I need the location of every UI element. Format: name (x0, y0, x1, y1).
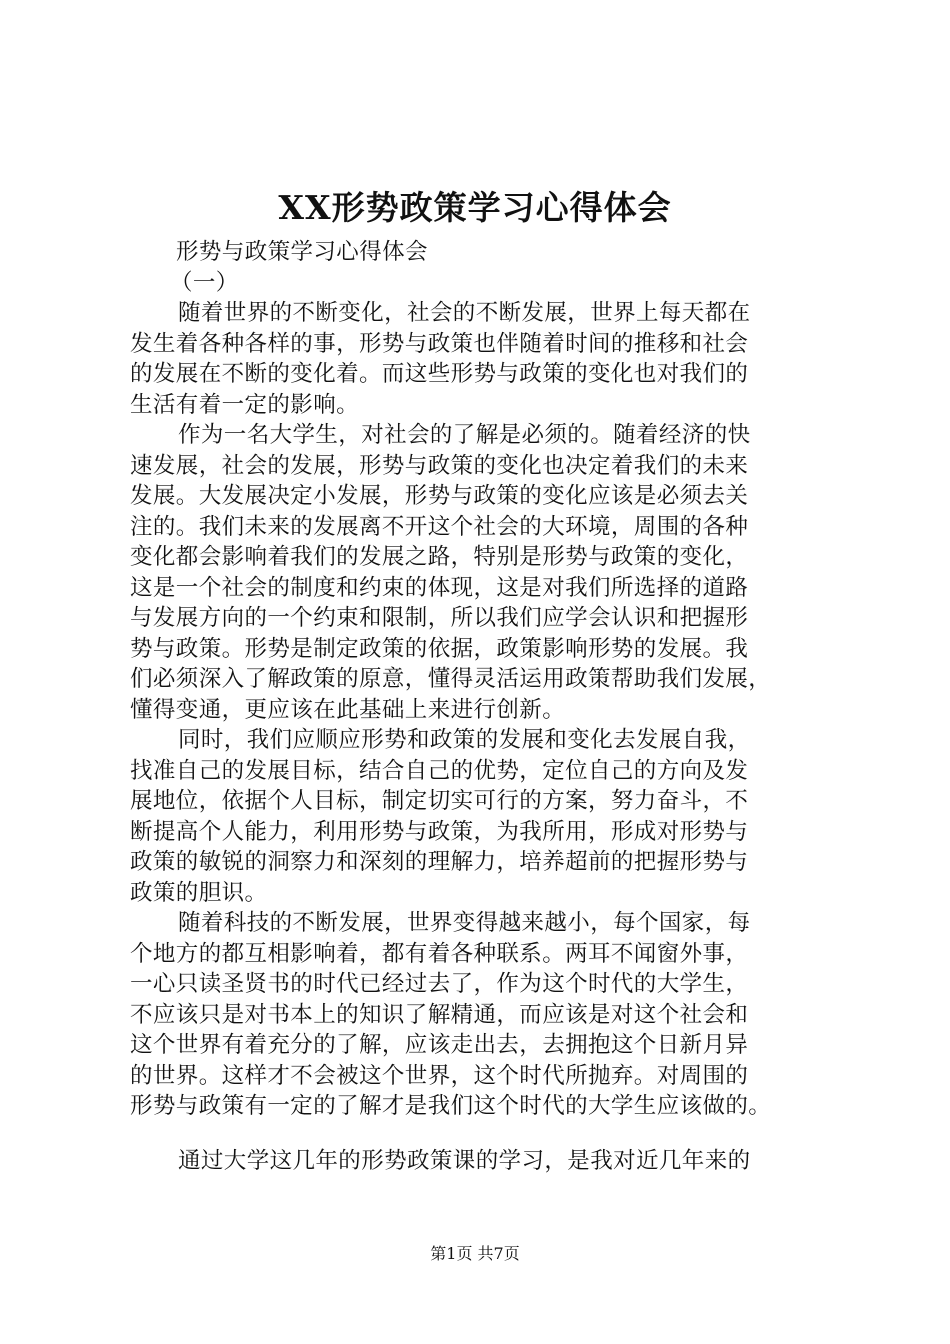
paragraph-line: 速发展，社会的发展，形势与政策的变化也决定着我们的未来 (130, 452, 749, 479)
paragraph-line: 作为一名大学生，对社会的了解是必须的。随着经济的快 (178, 422, 751, 448)
document-body (130, 237, 842, 1176)
paragraph-2 (130, 420, 842, 725)
paragraph-line: 不应该只是对书本上的知识了解精通，而应该是对这个社会和 (130, 1001, 749, 1028)
paragraph-4 (130, 908, 842, 1122)
paragraph-line: 随着科技的不断发展，世界变得越来越小，每个国家，每 (178, 910, 751, 936)
paragraph-3 (130, 725, 842, 908)
paragraph-line: 一心只读圣贤书的时代已经过去了，作为这个时代的大学生， (130, 971, 749, 997)
paragraph-line: 通过大学这几年的形势政策课的学习，是我对近几年来的 (178, 1147, 751, 1174)
document-subtitle: 形势与政策学习心得体会 (176, 239, 428, 265)
paragraph-line: 这是一个社会的制度和约束的体现，这是对我们所选择的道路 (130, 574, 749, 601)
paragraph-line: 发生着各种各样的事，形势与政策也伴随着时间的推移和社会 (130, 330, 749, 357)
paragraph-line: 展地位，依据个人目标，制定切实可行的方案，努力奋斗，不 (130, 788, 749, 814)
page-title: XX形势政策学习心得体会 (278, 188, 672, 227)
page-number-footer: 第1页 共7页 (430, 1244, 520, 1263)
paragraph-line: 随着世界的不断变化，社会的不断发展，世界上每天都在 (178, 300, 751, 326)
paragraph-line: 形势与政策有一定的了解才是我们这个时代的大学生应该做的。 (130, 1093, 772, 1119)
paragraph-line: 懂得变通，更应该在此基础上来进行创新。 (130, 696, 566, 723)
paragraph-line: 的世界。这样才不会被这个世界，这个时代所抛弃。对周围的 (130, 1062, 749, 1089)
section-label: （一） (170, 269, 239, 296)
paragraph-line: 政策的胆识。 (130, 879, 268, 906)
paragraph-line: 的发展在不断的变化着。而这些形势与政策的变化也对我们的 (130, 361, 749, 387)
paragraph-line: 找准自己的发展目标，结合自己的优势，定位自己的方向及发 (130, 757, 749, 784)
paragraph-5 (130, 1146, 842, 1177)
paragraph-line: 个地方的都互相影响着，都有着各种联系。两耳不闻窗外事， (130, 940, 749, 967)
paragraph-line: 政策的敏锐的洞察力和深刻的理解力，培养超前的把握形势与 (130, 849, 749, 875)
paragraph-line: 发展。大发展决定小发展，形势与政策的变化应该是必须去关 (130, 483, 749, 509)
paragraph-line: 生活有着一定的影响。 (130, 391, 360, 418)
paragraph-line: 变化都会影响着我们的发展之路，特别是形势与政策的变化， (130, 544, 749, 570)
paragraph-spacer (130, 1122, 842, 1146)
paragraph-line: 同时，我们应顺应形势和政策的发展和变化去发展自我， (178, 727, 751, 753)
paragraph-1 (130, 298, 842, 420)
paragraph-line: 注的。我们未来的发展离不开这个社会的大环境，周围的各种 (130, 513, 749, 540)
paragraph-line: 们必须深入了解政策的原意，懂得灵活运用政策帮助我们发展， (130, 666, 772, 692)
paragraph-line: 势与政策。形势是制定政策的依据，政策影响形势的发展。我 (130, 635, 749, 662)
paragraph-line: 断提高个人能力，利用形势与政策，为我所用，形成对形势与 (130, 818, 749, 845)
paragraph-line: 这个世界有着充分的了解，应该走出去，去拥抱这个日新月异 (130, 1032, 749, 1058)
paragraph-line: 与发展方向的一个约束和限制，所以我们应学会认识和把握形 (130, 605, 749, 631)
